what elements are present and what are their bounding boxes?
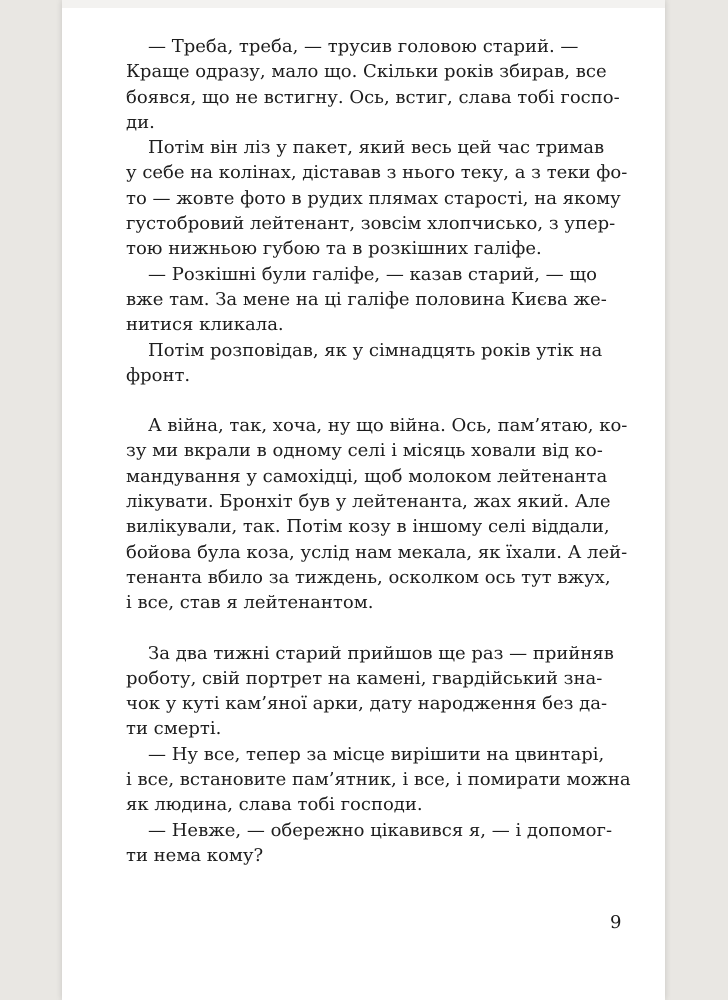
text-line: А війна, так, хоча, ну що війна. Ось, пам’ятаю, ко- — [148, 415, 628, 437]
text-line: ди. — [126, 111, 155, 133]
text-line: — Невже, — обережно цікавився я, — і допомог- — [148, 819, 613, 841]
text-line: і все, став я лейтенантом. — [126, 592, 374, 614]
page-number: 9 — [610, 912, 622, 933]
paragraph — [126, 641, 620, 742]
page-top-edge — [62, 0, 665, 8]
text-line: лікувати. Бронхіт був у лейтенанта, жах який. Але — [126, 491, 611, 513]
text-line: Потім розповідав, як у сімнадцять років утік на — [148, 339, 603, 361]
text-line: — Треба, треба, — трусив головою старий. — — [148, 36, 579, 57]
text-line: фронт. — [126, 364, 191, 386]
text-line: вже там. За мене на ці галіфе половина Києва же- — [126, 288, 607, 310]
text-line: мандування у самохідці, щоб молоком лейтенанта — [126, 465, 608, 487]
text-line: бойова була коза, услід нам мекала, як їхали. А лей- — [126, 541, 628, 563]
text-line: боявся, що не встигну. Ось, встиг, слава тобі госпо- — [126, 86, 620, 108]
text-line: Потім він ліз у пакет, який весь цей час тримав — [148, 137, 605, 159]
text-line: За два тижні старий прийшов ще раз — прийняв — [148, 642, 614, 664]
paragraph — [126, 135, 628, 261]
text-line: чок у куті кам’яної арки, дату народження без да- — [126, 693, 608, 715]
text-line: густобровий лейтенант, зовсім хлопчисько, з упер- — [126, 213, 616, 235]
text-line: вилікували, так. Потім козу в іншому селі віддали, — [126, 516, 610, 538]
text-line: — Ну все, тепер за місце вирішити на цвинтарі, — [148, 743, 605, 765]
text-line: ти нема кому? — [126, 844, 264, 866]
paragraph — [126, 413, 628, 615]
text-line: у себе на колінах, діставав з нього теку, а з теки фо- — [126, 162, 628, 184]
text-line: і все, встановите пам’ятник, і все, і помирати можна — [126, 769, 631, 791]
paragraph — [126, 338, 620, 389]
text-line: — Розкішні були галіфе, — казав старий, — що — [148, 263, 597, 285]
section-break — [126, 388, 620, 413]
text-line: тою нижньою губою та в розкішних галіфе. — [126, 238, 542, 260]
paragraph — [126, 742, 631, 818]
text-line: Краще одразу, мало що. Скільки років збирав, все — [126, 61, 607, 83]
text-line: нитися кликала. — [126, 314, 284, 336]
text-line: тенанта вбило за тиждень, осколком ось тут вжух, — [126, 566, 611, 588]
book-page — [62, 0, 665, 1000]
paragraph — [126, 818, 620, 869]
paragraph — [126, 262, 620, 338]
text-line: зу ми вкрали в одному селі і місяць ховали від ко- — [126, 440, 603, 462]
section-break — [126, 616, 620, 641]
text-line: як людина, слава тобі господи. — [126, 794, 423, 816]
page-text — [126, 34, 631, 868]
text-line: роботу, свій портрет на камені, гвардійський зна- — [126, 667, 603, 689]
text-line: ти смерті. — [126, 718, 222, 740]
paragraph — [126, 34, 620, 135]
text-line: то — жовте фото в рудих плямах старості, на якому — [126, 187, 621, 209]
